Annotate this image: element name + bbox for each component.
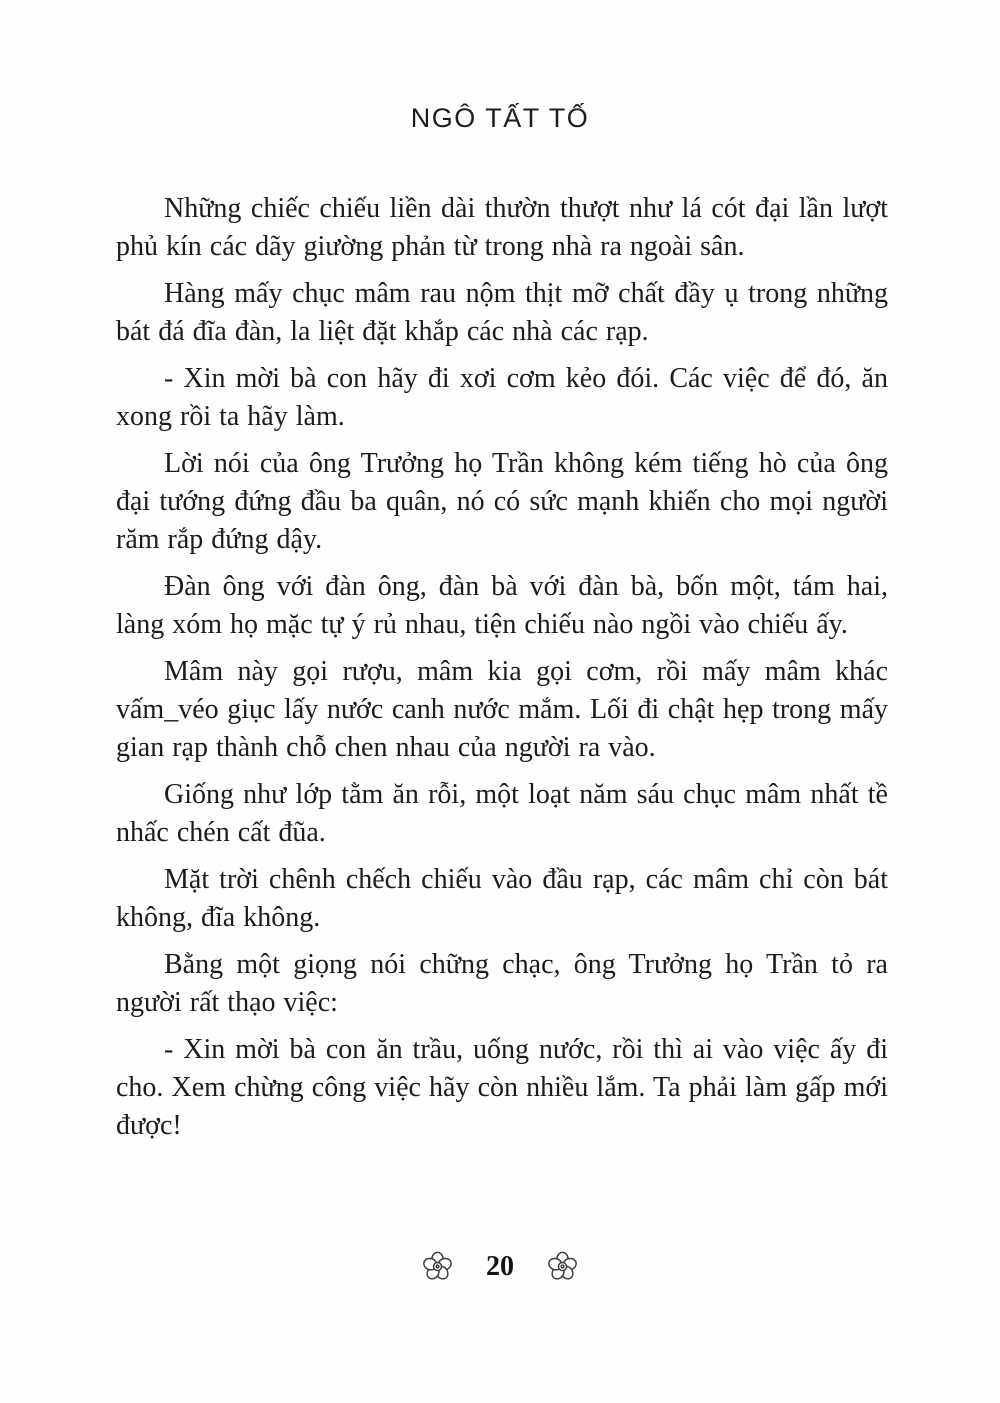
paragraph: Giống như lớp tằm ăn rỗi, một loạt năm sáu chục mâm nhất tề nhấc chén cất đũa. (116, 779, 888, 848)
paragraph: Lời nói của ông Trưởng họ Trần không kém tiếng hò của ông đại tướng đứng đầu ba quân, nó có sức mạnh khiến cho mọi người răm rắp đứng dậy. (116, 448, 888, 555)
flower-ornament-icon (546, 1250, 579, 1283)
paragraph: Mặt trời chênh chếch chiếu vào đầu rạp, các mâm chỉ còn bát không, đĩa không. (116, 864, 888, 933)
paragraph: Mâm này gọi rượu, mâm kia gọi cơm, rồi mấy mâm khác vấm_véo giục lấy nước canh nước mắm. Lối đi chật hẹp trong mấy gian rạp thành chỗ chen nhau của người ra vào. (116, 656, 888, 763)
flower-ornament-icon (421, 1250, 454, 1283)
page-footer (0, 1250, 1000, 1283)
paragraph: Hàng mấy chục mâm rau nộm thịt mỡ chất đầy ụ trong những bát đá đĩa đàn, la liệt đặt khắp các nhà các rạp. (116, 278, 888, 347)
author-header: NGÔ TẤT TỐ (410, 103, 590, 133)
page-body (116, 190, 888, 1154)
paragraph: - Xin mời bà con ăn trầu, uống nước, rồi thì ai vào việc ấy đi cho. Xem chừng công việc hãy còn nhiều lắm. Ta phải làm gấp mới được! (116, 1034, 888, 1141)
paragraph: - Xin mời bà con hãy đi xơi cơm kẻo đói. Các việc để đó, ăn xong rồi ta hãy làm. (116, 363, 888, 432)
paragraph: Bằng một giọng nói chững chạc, ông Trưởng họ Trần tỏ ra người rất thạo việc: (116, 949, 888, 1018)
paragraph: Những chiếc chiếu liền dài thườn thượt như lá cót đại lần lượt phủ kín các dãy giường phản từ trong nhà ra ngoài sân. (116, 193, 888, 262)
paragraph: Đàn ông với đàn ông, đàn bà với đàn bà, bốn một, tám hai, làng xóm họ mặc tự ý rủ nhau, tiện chiếu nào ngồi vào chiếu ấy. (116, 571, 888, 640)
page-number: 20 (486, 1250, 514, 1282)
